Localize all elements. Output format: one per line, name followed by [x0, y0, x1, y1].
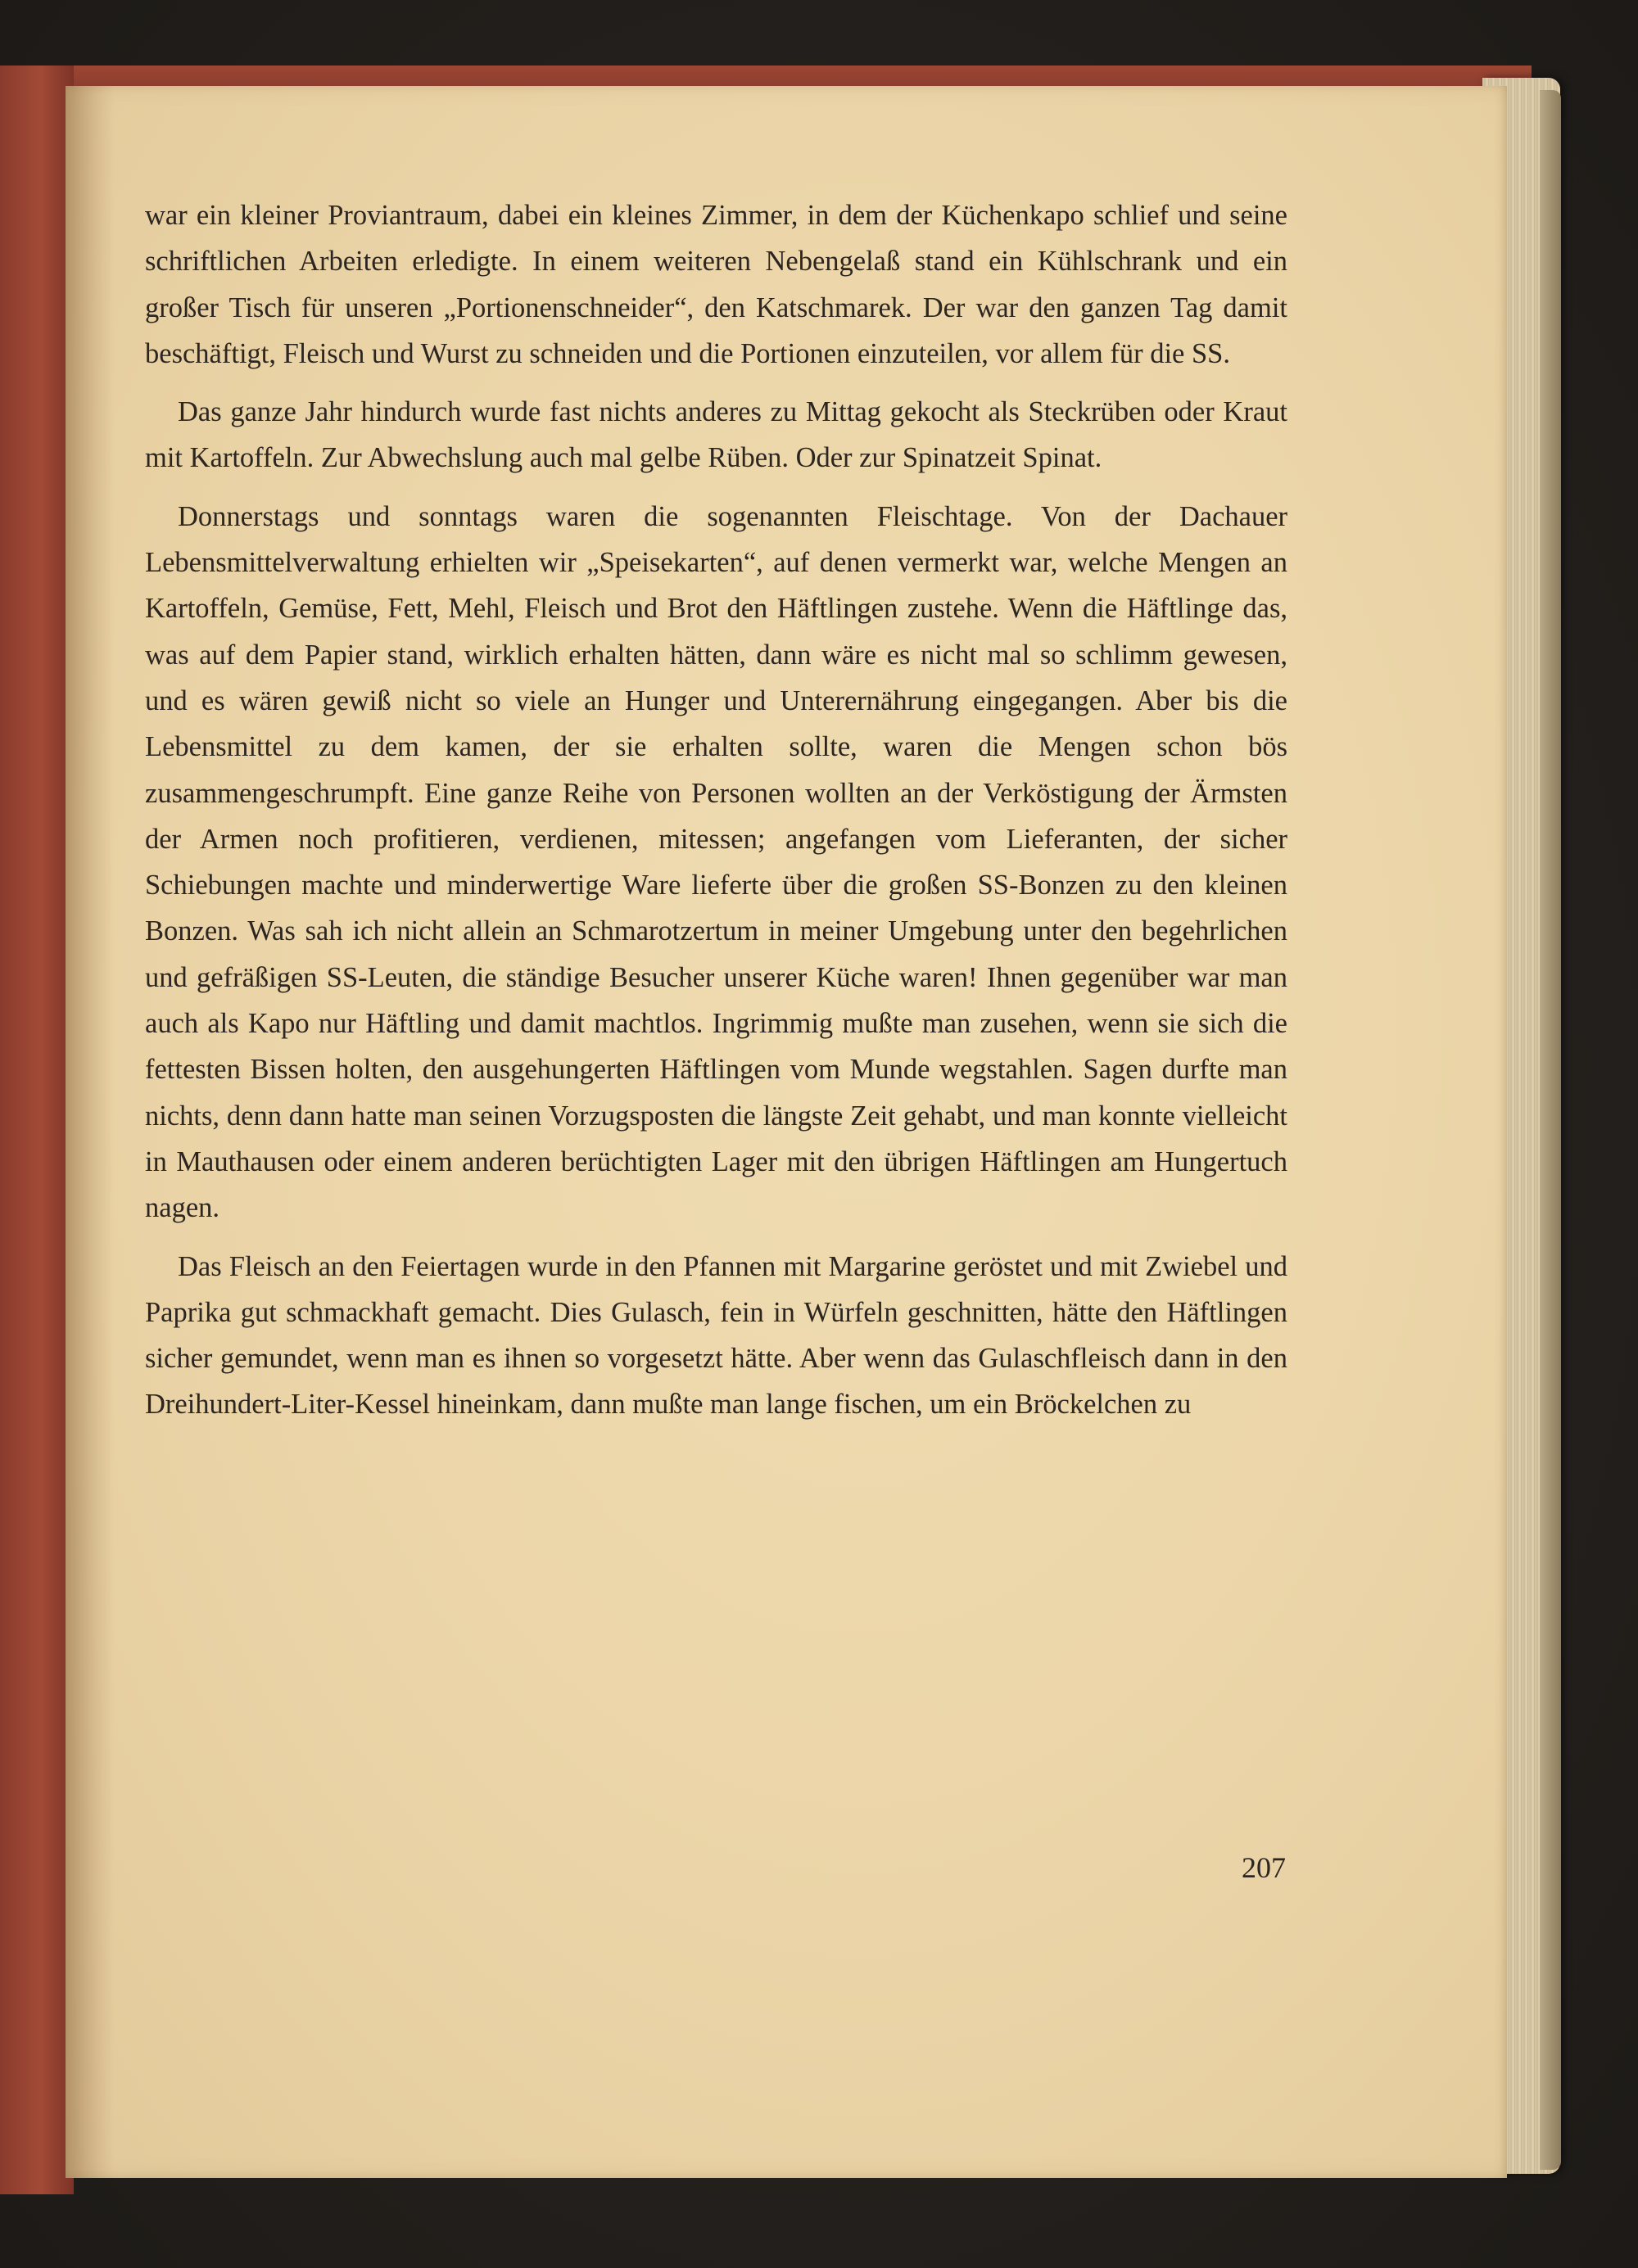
- gutter-shadow: [66, 86, 115, 2178]
- book-board-right: [1540, 90, 1561, 2170]
- book-cover-spine: [0, 66, 74, 2194]
- body-text: [145, 192, 1287, 1440]
- paragraph: Donnerstags und sonntags waren die sogenannten Fleischtage. Von der Dachauer Lebensmittelverwaltung erhielten wir „Speisekarten“, auf denen vermerkt war, welche Mengen an Kartoffeln, Gemüse, Fett, Mehl, Fleisch und Brot den Häftlingen zustehe. Wenn die Häftlinge das, was auf dem Papier stand, wirklich erhalten hätten, dann wäre es nicht mal so schlimm gewesen, und es wären gewiß nicht so viele an Hunger und Unterernährung eingegangen. Aber bis die Lebensmittel zu dem kamen, der sie erhalten sollte, waren die Mengen schon bös zusammengeschrumpft. Eine ganze Reihe von Personen wollten an der Verköstigung der Ärmsten der Armen noch profitieren, verdienen, mitessen; angefangen vom Lieferanten, der sicher Schiebungen machte und minderwertige Ware lieferte über die großen SS-Bonzen zu den kleinen Bonzen. Was sah ich nicht allein an Schmarotzertum in meiner Umgebung unter den begehrlichen und gefräßigen SS-Leuten, die ständige Besucher unserer Küche waren! Ihnen gegenüber war man auch als Kapo nur Häftling und damit machtlos. Ingrimmig mußte man zusehen, wenn sie sich die fettesten Bissen holten, den ausgehungerten Häftlingen vom Munde wegstahlen. Sagen durfte man nichts, denn dann hatte man seinen Vorzugsposten die längste Zeit gehabt, und man konnte vielleicht in Mauthausen oder einem anderen berüchtigten Lager mit den übrigen Häftlingen am Hungertuch nagen.: [145, 500, 1287, 1224]
- paragraph: war ein kleiner Proviantraum, dabei ein kleines Zimmer, in dem der Küchenkapo schlief und seine schriftlichen Arbeiten erledigte. In einem weiteren Nebengelaß stand ein Kühlschrank und ein großer Tisch für unseren „Portionenschneider“, den Katschmarek. Der war den ganzen Tag damit beschäftigt, Fleisch und Wurst zu schneiden und die Portionen einzuteilen, vor allem für die SS.: [145, 200, 1287, 369]
- page-number: 207: [1242, 1851, 1286, 1884]
- paragraph: Das Fleisch an den Feiertagen wurde in den Pfannen mit Margarine geröstet und mit Zwiebel und Paprika gut schmackhaft gemacht. Dies Gulasch, fein in Würfeln geschnitten, hätte den Häftlingen sicher gemundet, wenn man es ihnen so vorgesetzt hätte. Aber wenn das Gulaschfleisch dann in den Dreihundert-Liter-Kessel hineinkam, dann mußte man lange fischen, um ein Bröckelchen zu: [145, 1250, 1287, 1421]
- paragraph: Das ganze Jahr hindurch wurde fast nichts anderes zu Mittag gekocht als Steckrüben oder Kraut mit Kartoffeln. Zur Abwechslung auch mal gelbe Rüben. Oder zur Spinatzeit Spinat.: [145, 396, 1287, 474]
